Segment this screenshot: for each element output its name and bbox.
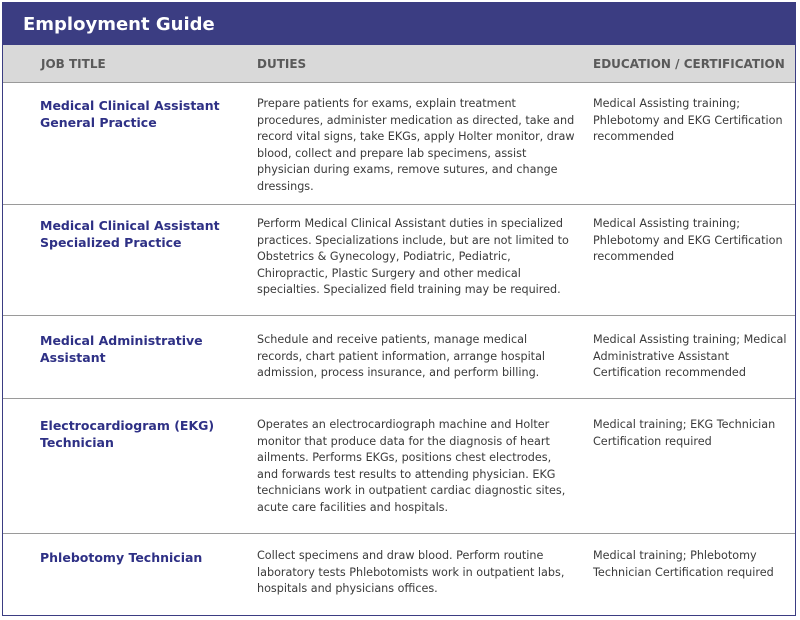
job-title: Phlebotomy Technician <box>40 550 203 565</box>
column-header-job-title: JOB TITLE <box>41 56 106 71</box>
education-text: Medical Assisting training; Phlebotomy and EKG Certification recommended <box>593 97 783 144</box>
table-body <box>3 83 795 616</box>
job-title: Medical Administrative Assistant <box>40 333 203 365</box>
table-row <box>3 399 795 534</box>
duties-text: Prepare patients for exams, explain treatment procedures, administer medication as directed, take and record vital signs, take EKGs, apply Holter monitor, draw blood, collect and prepare lab specimens, assist physician during exams, remove sutures, and change dressings. <box>257 97 575 193</box>
education-text: Medical Assisting training; Phlebotomy and EKG Certification recommended <box>593 217 783 264</box>
table-row <box>3 316 795 399</box>
education-text: Medical training; Phlebotomy Technician Certification required <box>593 549 774 579</box>
table-row <box>3 83 795 205</box>
table-row <box>3 534 795 616</box>
education-text: Medical training; EKG Technician Certification required <box>593 418 776 448</box>
column-header-row <box>3 45 795 83</box>
column-header-duties: DUTIES <box>257 56 307 71</box>
column-header-education: EDUCATION / CERTIFICATION <box>593 56 785 71</box>
duties-text: Schedule and receive patients, manage medical records, chart patient information, arrange hospital admission, process insurance, and perform billing. <box>257 333 546 380</box>
job-title: Medical Clinical Assistant General Practice <box>40 98 220 130</box>
duties-text: Perform Medical Clinical Assistant duties in specialized practices. Specializations include, but are not limited to Obstetrics & Gynecology, Podiatric, Pediatric, Chiropractic, Plastic Surgery and other medical specialties. Specialized field training may be required. <box>257 217 569 297</box>
table-row <box>3 205 795 316</box>
page-title: Employment Guide <box>3 3 795 45</box>
job-title: Electrocardiogram (EKG) Technician <box>40 418 215 450</box>
education-text: Medical Assisting training; Medical Administrative Assistant Certification recommended <box>593 333 787 380</box>
job-title: Medical Clinical Assistant Specialized Practice <box>40 218 220 250</box>
employment-guide-table <box>2 2 796 616</box>
duties-text: Operates an electrocardiograph machine and Holter monitor that produce data for the diagnosis of heart ailments. Performs EKGs, positions chest electrodes, and forwards test results to attending physician. EKG technicians work in outpatient cardiac diagnostic sites, acute care facilities and hospitals. <box>257 418 566 514</box>
duties-text: Collect specimens and draw blood. Perform routine laboratory tests Phlebotomists work in outpatient labs, hospitals and physicians offices. <box>257 549 565 596</box>
